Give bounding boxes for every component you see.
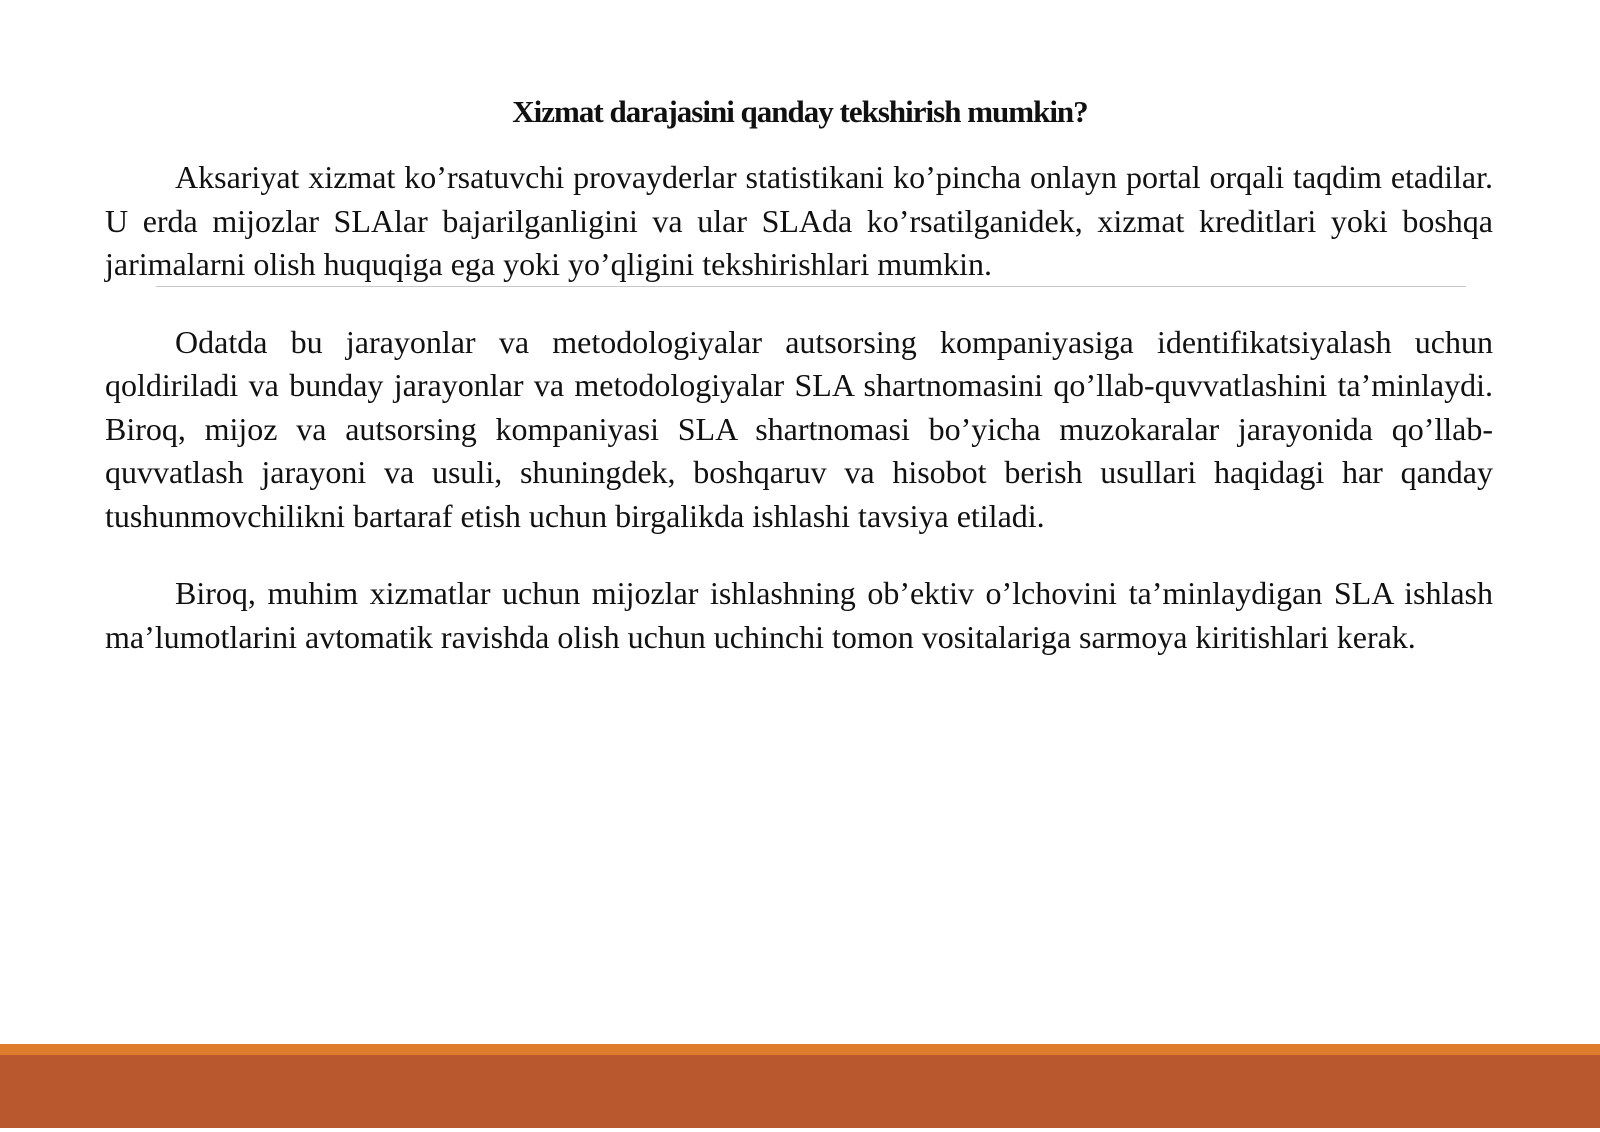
slide-body: [105, 156, 1493, 659]
paragraph-2: Odatda bu jarayonlar va metodologiyalar autsorsing kompaniyasiga identifikatsiyalash uchun qoldiriladi va bunday jarayonlar va metodologiyalar SLA shartnomasini qo’llab-quvvatlashini ta’minlaydi. Biroq, mijoz va autsorsing kompaniyasi SLA shartnomasi bo’yicha muzokaralar jarayonida qo’llab-quvvatlash jarayoni va usuli, shuningdek, boshqaruv va hisobot berish usullari haqidagi har qanday tushunmovchilikni bartaraf etish uchun birgalikda ishlashi tavsiya etiladi.: [105, 323, 1493, 534]
paragraph-1: Aksariyat xizmat ko’rsatuvchi provayderlar statistikani ko’pincha onlayn portal orqali taqdim etadilar. U erda mijozlar SLAlar bajarilganligini va ular SLAda ko’rsatilganidek, xizmat kreditlari yoki boshqa jarimalarni olish huquqiga ega yoki yo’qligini tekshirishlari mumkin.: [105, 159, 1493, 282]
footer-bottom-edge: [0, 1128, 1600, 1132]
footer-accent-stripe: [0, 1044, 1600, 1055]
paragraph-3: Biroq, muhim xizmatlar uchun mijozlar ishlashning ob’ektiv o’lchovini ta’minlaydigan SLA ishlash ma’lumotlarini avtomatik ravishda olish uchun uchinchi tomon vositalariga sarmoya kiritishlari kerak.: [105, 575, 1493, 655]
slide-title: Xizmat darajasini qanday tekshirish mumkin?: [512, 94, 1088, 129]
divider-line: [156, 286, 1466, 287]
footer-bar: [0, 1044, 1600, 1132]
